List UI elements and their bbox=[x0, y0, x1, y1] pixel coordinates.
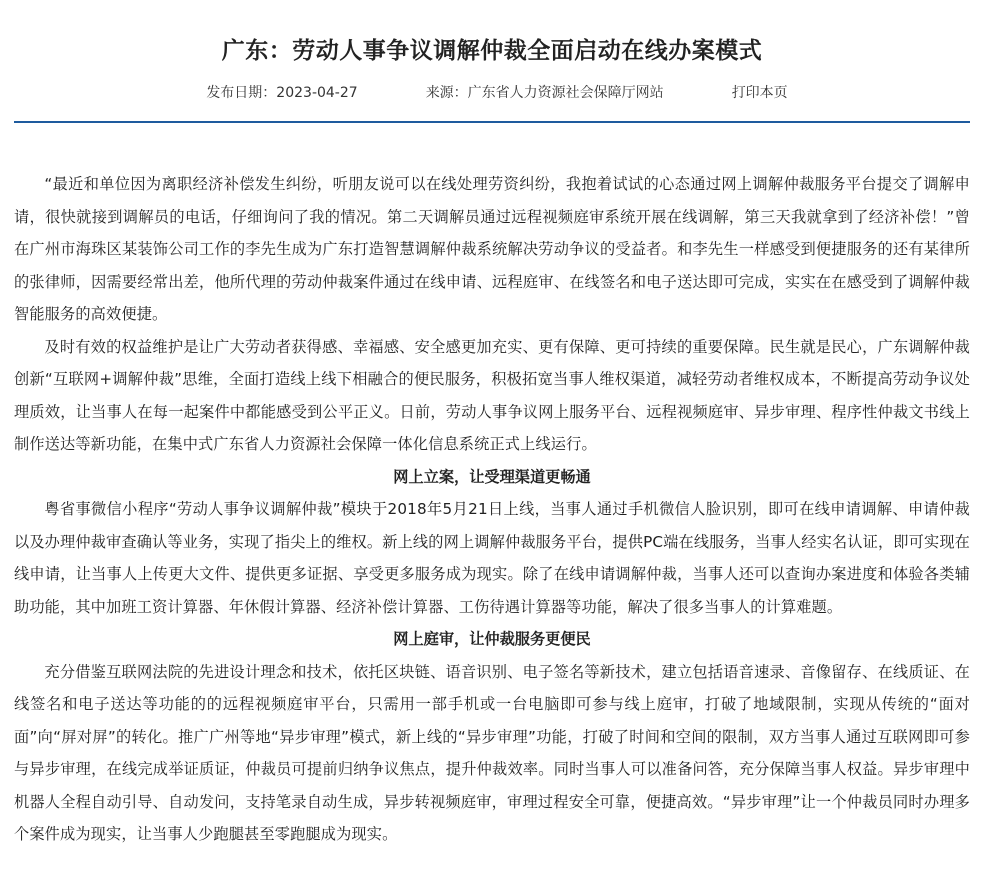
section-heading: 网上庭审，让仲裁服务更便民 bbox=[393, 630, 591, 648]
article-title: 广东：劳动人事争议调解仲裁全面启动在线办案模式 bbox=[221, 38, 763, 64]
article-meta bbox=[14, 84, 970, 102]
article-source: 来源：广东省人力资源社会保障厅网站 bbox=[425, 85, 664, 101]
paragraph: 及时有效的权益维护是让广大劳动者获得感、幸福感、安全感更加充实、更有保障、更可持续的重要保障。民生就是民心，广东调解仲裁创新“互联网+调解仲裁”思维，全面打造线上线下相融合的便民服务，积极拓宽当事人维权渠道，减轻劳动者维权成本，不断提高劳动争议处理质效，让当事人在每一起案件中都能感受到公平正义。日前，劳动人事争议网上服务平台、远程视频庭审、异步审理、程序性仲裁文书线上制作送达等新功能，在集中式广东省人力资源社会保障一体化信息系统正式上线运行。 bbox=[14, 337, 970, 453]
publish-date: 发布日期：2023-04-27 bbox=[206, 85, 358, 101]
print-page-link[interactable]: 打印本页 bbox=[731, 85, 788, 101]
title-divider bbox=[14, 121, 970, 123]
paragraph: “最近和单位因为离职经济补偿发生纠纷，听朋友说可以在线处理劳资纠纷，我抱着试试的心态通过网上调解仲裁服务平台提交了调解申请，很快就接到调解员的电话，仔细询问了我的情况。第二天调解员通过远程视频庭审系统开展在线调解，第三天我就拿到了经济补偿！”曾在广州市海珠区某装饰公司工作的李先生成为广东打造智慧调解仲裁系统解决劳动争议的受益者。和李先生一样感受到便捷服务的还有某律所的张律师，因需要经常出差，他所代理的劳动仲裁案件通过在线申请、远程庭审、在线签名和电子送达即可完成，实实在在感受到了调解仲裁智能服务的高效便捷。 bbox=[14, 175, 970, 323]
article-body bbox=[14, 168, 970, 851]
section-heading: 网上立案，让受理渠道更畅通 bbox=[393, 467, 591, 486]
paragraph: 充分借鉴互联网法院的先进设计理念和技术，依托区块链、语音识别、电子签名等新技术，建立包括语音速录、音像留存、在线质证、在线签名和电子送达等功能的的远程视频庭审平台，只需用一部手机或一台电脑即可参与线上庭审，打破了地域限制，实现从传统的“面对面”向“屏对屏”的转化。推广广州等地“异步审理”模式，新上线的“异步审理”功能，打破了时间和空间的限制，双方当事人通过互联网即可参与异步审理，在线完成举证质证，仲裁员可提前归纳争议焦点，提升仲裁效率。同时当事人可以准备问答，充分保障当事人权益。异步审理中机器人全程自动引导、自动发问，支持笔录自动生成，异步转视频庭审，审理过程安全可靠，便捷高效。“异步审理”让一个仲裁员同时办理多个案件成为现实，让当事人少跑腿甚至零跑腿成为现实。 bbox=[14, 662, 970, 843]
paragraph: 粤省事微信小程序“劳动人事争议调解仲裁”模块于2018年5月21日上线，当事人通过手机微信人脸识别，即可在线申请调解、申请仲裁以及办理仲裁审查确认等业务，实现了指尖上的维权。新上线的网上调解仲裁服务平台，提供PC端在线服务，当事人经实名认证，即可实现在线申请，让当事人上传更大文件、提供更多证据、享受更多服务成为现实。除了在线申请调解仲裁，当事人还可以查询办案进度和体验各类辅助功能，其中加班工资计算器、年休假计算器、经济补偿计算器、工伤待遇计算器等功能，解决了很多当事人的计算难题。 bbox=[14, 500, 970, 616]
